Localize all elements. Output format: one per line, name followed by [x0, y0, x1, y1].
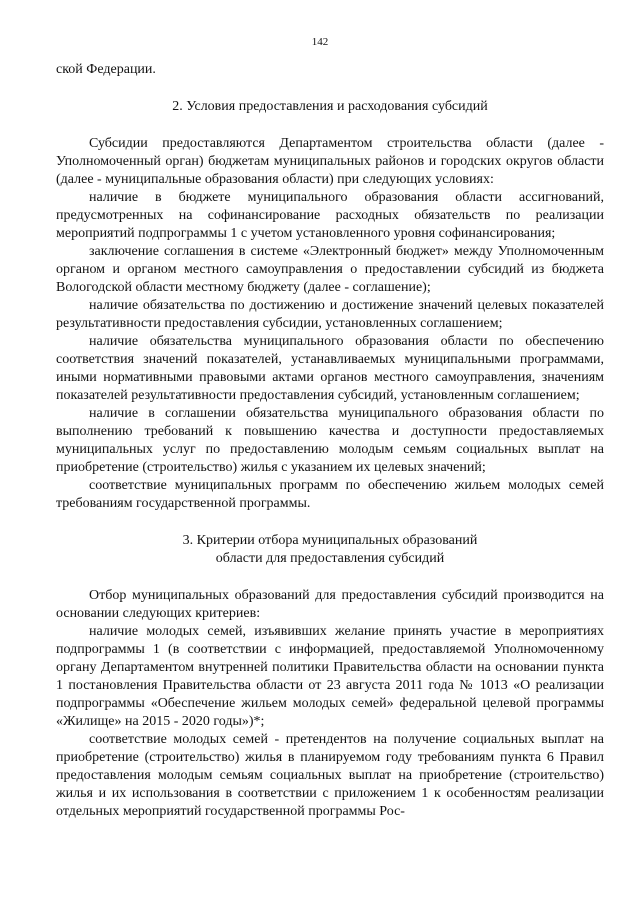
section-2-paragraph: соответствие муниципальных программ по обеспечению жильем молодых семей требованиям государственной программы. — [56, 478, 604, 511]
section-3-title-line-1: 3. Критерии отбора муниципальных образований — [182, 533, 478, 548]
section-3-paragraph: наличие молодых семей, изъявивших желание принять участие в мероприятиях подпрограммы 1 (в соответствии с информацией, предоставляемой Уполномоченному органу Департаментом внутренней политики Правительства области на основании пункта 1 постановления Правительства области от 23 августа 2011 года № 1013 «О реализации подпрограммы «Обеспечение жильем молодых семей» федеральной целевой программы «Жилище» на 2015 - 2020 годы»)*; — [56, 624, 604, 729]
section-2-title: 2. Условия предоставления и расходования субсидий — [172, 99, 488, 114]
section-2-paragraph: Субсидии предоставляются Департаментом строительства области (далее - Уполномоченный орган) бюджетам муниципальных районов и городских округов области (далее - муниципальные образования области) при следующих условиях: — [56, 136, 604, 187]
document-body — [56, 61, 604, 821]
section-2-paragraph: наличие обязательства по достижению и достижение значений целевых показателей результативности предоставления субсидии, установленных соглашением; — [56, 298, 604, 331]
section-2-paragraph: наличие в бюджете муниципального образования области ассигнований, предусмотренных на софинансирование расходных обязательств по реализации мероприятий подпрограммы 1 с учетом установленного уровня софинансирования; — [56, 190, 604, 241]
section-3-title — [56, 532, 604, 568]
section-2-paragraph: наличие в соглашении обязательства муниципального образования области по выполнению требований к повышению качества и доступности предоставляемых муниципальных услуг по предоставлению молодым семьям социальных выплат на приобретение (строительство) жилья с указанием их целевых значений; — [56, 406, 604, 475]
continuation-text: ской Федерации. — [56, 62, 156, 77]
section-2-paragraph: заключение соглашения в системе «Электронный бюджет» между Уполномоченным органом и органом местного самоуправления о предоставлении субсидий из бюджета Вологодской области местному бюджету (далее - соглашение); — [56, 244, 604, 295]
section-3-paragraph: Отбор муниципальных образований для предоставления субсидий производится на основании следующих критериев: — [56, 588, 604, 621]
section-3-paragraph: соответствие молодых семей - претендентов на получение социальных выплат на приобретение (строительство) жилья в планируемом году требованиям пункта 6 Правил предоставления молодым семьям социальных выплат на приобретение (строительство) жилья и их использования в соответствии с приложением 1 к особенностям реализации отдельных мероприятий государственной программы Рос- — [56, 732, 604, 819]
page-number: 142 — [311, 36, 329, 48]
section-3-title-line-2: области для предоставления субсидий — [215, 551, 445, 566]
section-2-paragraph: наличие обязательства муниципального образования области по обеспечению соответствия значений показателей, устанавливаемых муниципальными программами, иными нормативными правовыми актами органов местного самоуправления, значениям показателей результативности предоставления субсидий, установленным соглашением; — [56, 334, 604, 403]
